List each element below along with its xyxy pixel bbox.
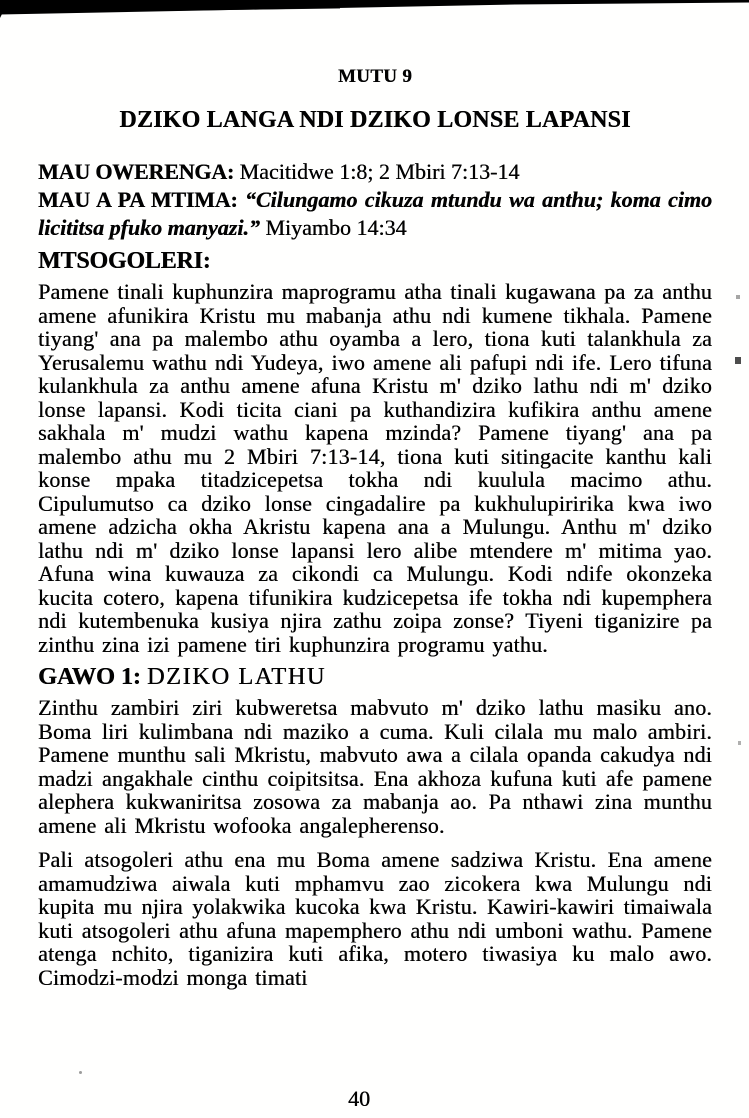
section1-title: DZIKO LATHU bbox=[146, 663, 326, 690]
memory-verse-label: MAU A PA MTIMA: bbox=[38, 187, 238, 212]
scan-speck bbox=[738, 741, 741, 745]
memory-verse-line bbox=[38, 186, 712, 242]
reading-references: Macitidwe 1:8; 2 Mbiri 7:13-14 bbox=[239, 159, 520, 184]
memory-verse-quote: “Cilungamo cikuza mtundu wa anthu; koma cimo licititsa pfuko manyazi.” bbox=[38, 187, 712, 240]
section1-paragraph-1: Zinthu zambiri ziri kubweretsa mabvuto m' dziko lathu masiku ano. Boma liri kulimbana ndi maziko a cuma. Kuli cilala mu malo ambiri. Pamene munthu sali Mkristu, mabvuto awa a cilala opanda cakudya ndi madzi angakhale cinthu coipitsitsa. Ena akhoza kufuna kuti afe pamene alephera kukwaniritsa zosowa za mabanja ao. Pa nthawi zina munthu amene ali Mkristu wofooka angalepherenso. bbox=[38, 695, 712, 838]
intro-paragraph: Pamene tinali kuphunzira maprogramu atha tinali kugawana pa za anthu amene afunikira Kristu mu mabanja athu ndi kumene tikhala. Pamene tiyang' ana pa malembo athu oyamba a lero, tiona kuti talankhula za Yerusalemu wathu ndi Yudeya, iwo amene ali pafupi ndi ife. Lero tifuna kulankhula za anthu amene afuna Kristu m' dziko lathu ndi m' dziko lonse lapansi. Kodi ticita ciani pa kuthandizira kufikira anthu amene sakhala m' mudzi wathu kapena mzinda? Pamene tiyang' ana pa malembo athu mu 2 Mbiri 7:13-14, tiona kuti sitingacite kanthu kali konse mpaka titadzicepetsa tokha ndi kuulula macimo athu. Cipulumutso ca dziko lonse cingadalire pa kukhulupiririka kwa iwo amene adzicha okha Akristu kapena ana a Mulungu. Anthu m' dziko lathu ndi m' dziko lonse lapansi lero alibe mtendere m' mitima yao. Afuna wina kuwauza za cikondi ca Mulungu. Kodi ndife okonzeka kucita cotero, kapena tifunikira kudzicepetsa ife tokha ndi kupemphera ndi kutembenuka kusiya njira zathu zoipa zonse? Tiyeni tiganizire pa zinthu zina izi pamene tiri kuphunzira programu yathu. bbox=[38, 279, 712, 657]
scan-speck bbox=[79, 1071, 82, 1074]
chapter-heading: MUTU 9 bbox=[337, 66, 413, 87]
scan-speck bbox=[735, 357, 741, 364]
section1-heading bbox=[38, 662, 712, 692]
section1-paragraph-2: Pali atsogoleri athu ena mu Boma amene sadziwa Kristu. Ena amene amamudziwa aiwala kuti mphamvu zao zicokera kwa Mulungu ndi kupita mu njira yolakwika kucoka kwa Kristu. Kawiri-kawiri timaiwala kuti atsogoleri athu afuna mapemphero athu ndi umboni wathu. Pamene atenga nchito, tiganizira kuti afika, motero tiwasiya ku malo awo. Cimodzi-modzi monga timati bbox=[38, 847, 712, 990]
lesson-title: DZIKO LANGA NDI DZIKO LONSE LAPANSI bbox=[119, 107, 631, 133]
intro-heading: MTSOGOLERI: bbox=[38, 248, 211, 274]
memory-verse-reference: Miyambo 14:34 bbox=[265, 215, 407, 240]
section1-label: GAWO 1: bbox=[38, 663, 141, 690]
scan-speck bbox=[736, 295, 740, 299]
reading-line bbox=[38, 158, 712, 186]
reading-label: MAU OWERENGA: bbox=[38, 159, 235, 184]
page-number: 40 bbox=[348, 1086, 370, 1111]
page-content bbox=[38, 0, 712, 989]
